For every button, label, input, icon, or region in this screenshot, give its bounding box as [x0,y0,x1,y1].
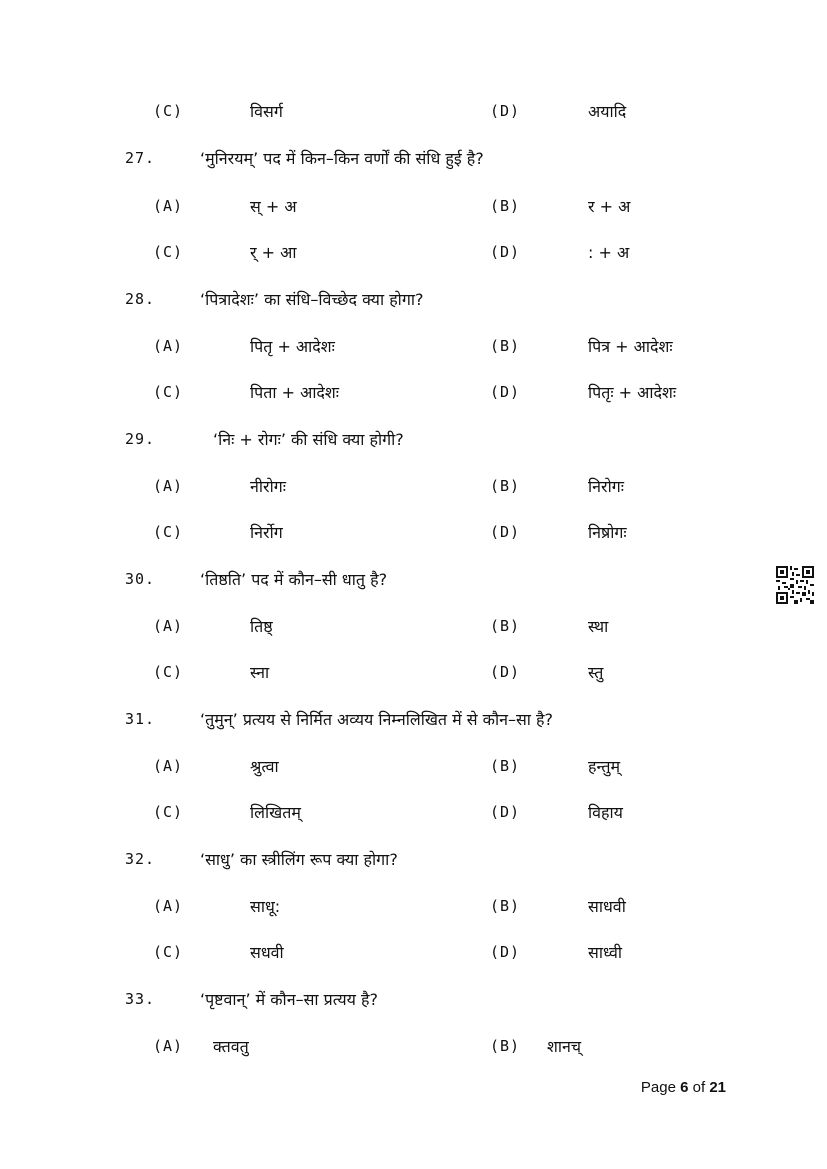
option-label: (A) [153,477,184,495]
option-text: र् + आ [250,243,297,262]
option-label: (A) [153,1037,184,1055]
question-text: ‘पित्रादेशः’ का संधि–विच्छेद क्या होगा? [200,290,424,309]
question-text: ‘तिष्ठति’ पद में कौन–सी धातु है? [200,570,388,589]
option-text: हन्तुम् [588,757,621,776]
question-number: 30. [125,570,156,588]
option-text: साध्वी [588,943,623,962]
option-text: पिता + आदेशः [250,383,340,402]
option-label: (B) [490,477,521,495]
option-label: (D) [490,523,521,541]
footer-prefix: Page [640,1079,681,1096]
option-label: (A) [153,197,184,215]
option-label: (C) [153,803,184,821]
option-label: (A) [153,337,184,355]
question-number: 27. [125,149,156,167]
option-label: (A) [153,897,184,915]
option-text: श्रुत्वा [250,757,279,776]
option-text: साधू: [250,897,281,916]
option-text: विहाय [588,803,623,822]
option-label: (A) [153,617,184,635]
option-text: नीरोगः [250,477,286,496]
option-text: निरोगः [588,477,624,496]
option-label: (C) [153,243,184,261]
option-text: लिखितम् [250,803,301,822]
option-text: साधवी [588,897,626,916]
option-text: स्था [588,617,609,636]
option-text: स्तु [588,663,604,682]
option-text: अयादि [588,102,627,121]
option-label: (B) [490,757,521,775]
question-number: 32. [125,850,156,868]
option-text: क्तवतु [213,1037,249,1056]
option-label: (C) [153,943,184,961]
page-total: 21 [709,1079,726,1096]
option-text: : + अ [588,243,630,262]
option-text: निर्रोग [250,523,283,542]
option-text: स् + अ [250,197,297,216]
option-label: (D) [490,663,521,681]
option-label: (B) [490,617,521,635]
page-footer [641,1079,726,1096]
option-label: (C) [153,523,184,541]
option-label: (B) [490,337,521,355]
question-text: ‘निः + रोगः’ की संधि क्या होगी? [213,430,404,449]
option-label: (D) [490,383,521,401]
option-text: पितृः + आदेशः [588,383,677,402]
question-number: 29. [125,430,156,448]
footer-middle: of [688,1079,710,1096]
question-number: 33. [125,990,156,1008]
option-label: (B) [490,197,521,215]
qr-code-icon [776,566,814,604]
question-number: 31. [125,710,156,728]
option-text: पित्र + आदेशः [588,337,673,356]
page-number: 6 [680,1079,689,1096]
option-text: निष्रोगः [588,523,627,542]
option-text: सधवी [250,943,284,962]
option-label: (C) [153,663,184,681]
option-text: तिष्ठ् [250,617,273,636]
option-label: (B) [490,897,521,915]
option-text: शानच् [547,1037,582,1056]
option-text: र + अ [588,197,631,216]
option-label: (D) [490,102,521,120]
option-text: स्ना [250,663,270,682]
option-label: (D) [490,943,521,961]
option-label: (D) [490,803,521,821]
question-text: ‘साधु’ का स्त्रीलिंग रूप क्या होगा? [200,850,398,869]
option-label: (B) [490,1037,521,1055]
question-text: ‘पृष्टवान्’ में कौन–सा प्रत्यय है? [200,990,379,1009]
question-text: ‘तुमुन्’ प्रत्यय से निर्मित अव्यय निम्नलिखित में से कौन–सा है? [200,710,554,729]
question-number: 28. [125,290,156,308]
option-text: विसर्ग [250,102,283,121]
question-text: ‘मुनिरयम्’ पद में किन–किन वर्णों की संधि हुई है? [200,149,484,168]
option-label: (C) [153,383,184,401]
option-label: (D) [490,243,521,261]
option-label: (A) [153,757,184,775]
option-text: पितृ + आदेशः [250,337,335,356]
option-label: (C) [153,102,184,120]
